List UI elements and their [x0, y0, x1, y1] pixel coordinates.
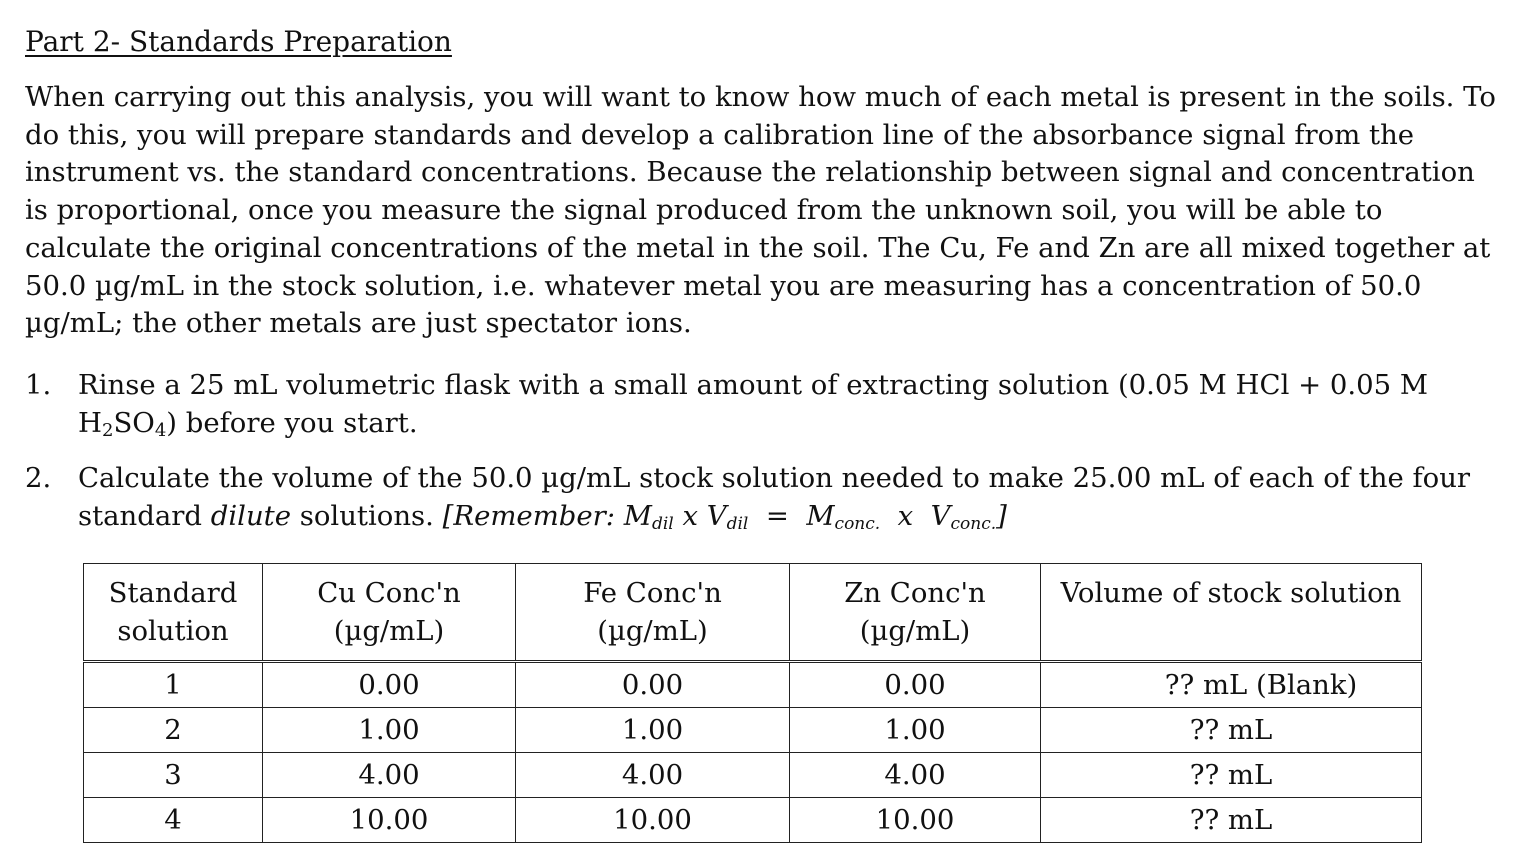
times-v: x V	[673, 500, 727, 532]
cell-zn: 0.00	[790, 662, 1041, 708]
section-heading: Part 2- Standards Preparation	[25, 25, 452, 58]
cell-cu: 4.00	[263, 753, 516, 798]
header-volume	[1041, 564, 1422, 662]
cell-standard: 1	[84, 662, 263, 708]
cell-standard: 2	[84, 708, 263, 753]
subscript-dil: dil	[726, 514, 749, 534]
table-row	[84, 662, 1422, 708]
step-text-c: ) before you start.	[166, 407, 418, 439]
cell-zn: 10.00	[790, 798, 1041, 843]
header-line: (µg/mL)	[597, 615, 708, 647]
header-line: Zn Conc'n	[844, 577, 986, 609]
table-header-row	[84, 564, 1422, 662]
times-v: x V	[880, 500, 951, 532]
table-row	[84, 753, 1422, 798]
intro-paragraph: When carrying out this analysis, you will want to know how much of each metal is present in the soils. To do this, you will prepare standards and develop a calibration line of the absorbance signal from the instrument vs. the standard concentrations. Because the relationship between signal and concentration is proportional, once you measure the signal produced from the unknown soil, you will be able to calculate the original concentrations of the metal in the soil. The Cu, Fe and Zn are all mixed together at 50.0 µg/mL in the stock solution, i.e. whatever metal you are measuring has a concentration of 50.0 µg/mL; the other metals are just spectator ions.	[25, 81, 1496, 340]
subscript-dil: dil	[651, 514, 674, 534]
cell-volume: ?? mL	[1041, 798, 1422, 843]
cell-fe: 0.00	[516, 662, 790, 708]
subscript-4: 4	[154, 420, 167, 441]
cell-zn: 1.00	[790, 708, 1041, 753]
header-line: (µg/mL)	[333, 615, 445, 647]
header-fe	[516, 564, 790, 662]
step-number: 2.	[25, 462, 52, 494]
step-text-a: Rinse a 25 mL volumetric flask with a small amount of extracting solution (0.05 M HCl + 0.05 M H	[78, 369, 1429, 439]
subscript-conc: conc.	[834, 514, 881, 534]
header-line: Volume of stock solution	[1060, 577, 1402, 609]
step-text	[78, 366, 1498, 442]
subscript-conc: conc.	[950, 514, 997, 534]
header-cu	[263, 564, 516, 662]
cell-cu: 10.00	[263, 798, 516, 843]
equals-sign: =	[748, 500, 807, 532]
cell-fe: 1.00	[516, 708, 790, 753]
cell-zn: 4.00	[790, 753, 1041, 798]
table-row	[84, 708, 1422, 753]
cell-fe: 10.00	[516, 798, 790, 843]
table-row	[84, 798, 1422, 843]
cell-cu: 0.00	[263, 662, 516, 708]
step-text-a: Calculate the volume of the 50.0 µg/mL stock solution needed to make 25.00 mL of each of the four standard	[78, 462, 1471, 532]
header-line: (µg/mL)	[859, 615, 971, 647]
cell-volume: ?? mL	[1041, 753, 1422, 798]
step-text-b: solutions.	[291, 500, 443, 532]
remember-label: [Remember: M	[442, 500, 652, 532]
dilute-word: dilute	[210, 500, 291, 532]
cell-volume: ?? mL	[1041, 708, 1422, 753]
close-bracket: ]	[996, 500, 1007, 532]
step-text-b: SO	[113, 407, 155, 439]
header-standard	[84, 564, 263, 662]
standards-table	[83, 563, 1422, 843]
cell-standard: 4	[84, 798, 263, 843]
step-number: 1.	[25, 369, 52, 401]
step-text	[78, 459, 1498, 535]
header-line: Fe Conc'n	[583, 577, 722, 609]
m-conc: M	[806, 500, 835, 532]
cell-standard: 3	[84, 753, 263, 798]
header-line: Cu Conc'n	[317, 577, 461, 609]
subscript-2: 2	[101, 420, 114, 441]
header-zn	[790, 564, 1041, 662]
header-line: solution	[117, 615, 229, 647]
header-line: Standard	[108, 577, 238, 609]
cell-fe: 4.00	[516, 753, 790, 798]
cell-cu: 1.00	[263, 708, 516, 753]
cell-volume: ?? mL (Blank)	[1041, 662, 1422, 708]
